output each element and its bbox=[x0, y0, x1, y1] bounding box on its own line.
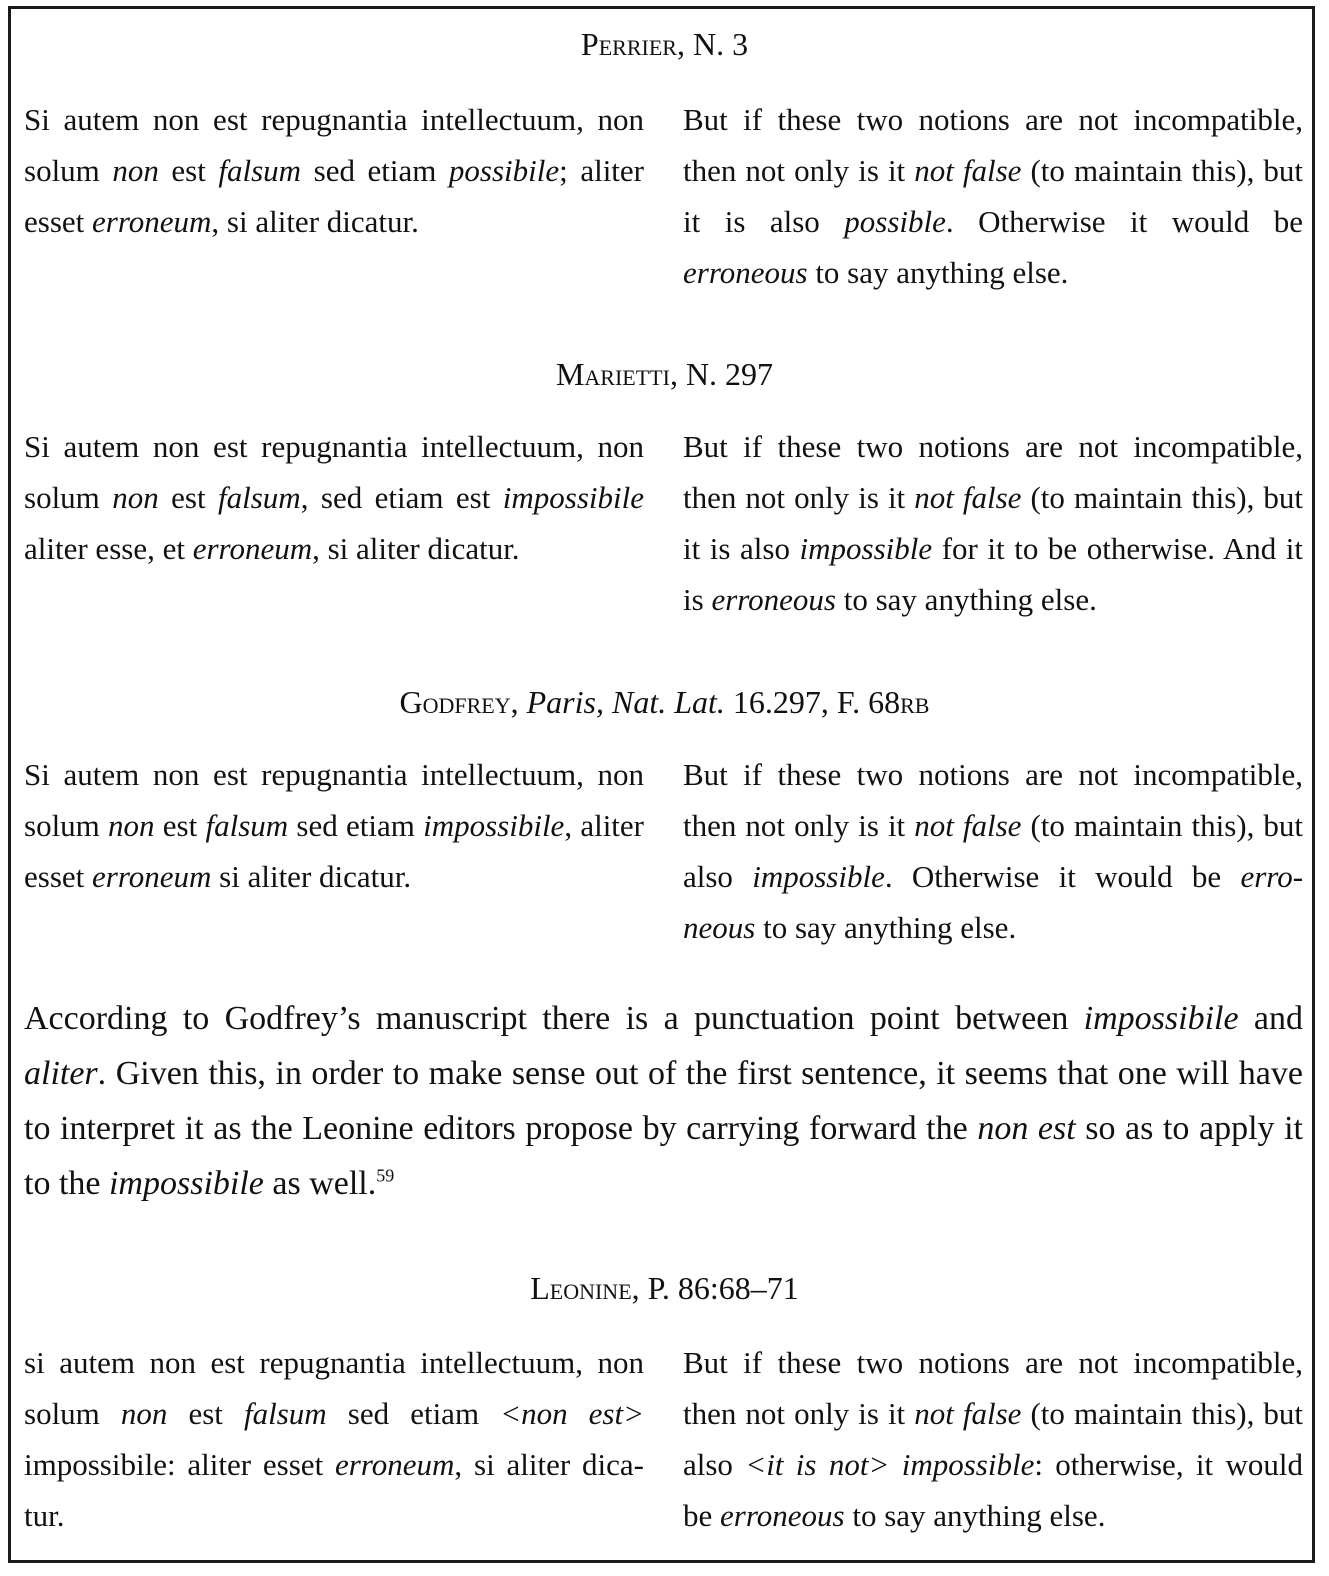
english-text-segment: to say anything else. bbox=[755, 910, 1017, 945]
english-text-segment: But if these two notions are not incompatible, then not only is it bbox=[683, 1345, 1303, 1431]
latin-italic-segment: non bbox=[120, 1396, 168, 1431]
english-text-segment: (to maintain this), but also bbox=[683, 808, 1303, 894]
latin-italic-segment: non bbox=[108, 808, 155, 843]
commentary-italic-segment: aliter bbox=[24, 1055, 98, 1092]
latin-text-segment: , sed etiam est bbox=[300, 480, 503, 515]
latin-text-segment: Si autem non est repugnantia intellectuum, non solum bbox=[24, 757, 644, 843]
commentary-text-segment: as well. bbox=[263, 1165, 377, 1202]
latin-text-segment: , si aliter dica-tur. bbox=[24, 1447, 644, 1533]
latin-text-segment: est bbox=[167, 1396, 245, 1431]
heading-folio-side: rb bbox=[900, 684, 930, 720]
heading-ref: , N. 297 bbox=[669, 356, 774, 392]
commentary-italic-segment: impossibile bbox=[108, 1165, 264, 1202]
latin-text-segment: Si autem non est repugnantia intellectuum, non solum bbox=[24, 429, 644, 515]
heading-manuscript: Paris, Nat. Lat. bbox=[526, 684, 725, 720]
latin-text-segment: aliter esse, et bbox=[24, 531, 193, 566]
english-italic-segment: erroneous bbox=[720, 1498, 845, 1533]
heading-name: Leonine bbox=[530, 1270, 632, 1306]
latin-text-segment: est bbox=[158, 480, 219, 515]
latin-text-marietti bbox=[24, 421, 644, 574]
latin-italic-segment: erroneum bbox=[335, 1447, 455, 1482]
heading-name: Marietti bbox=[555, 356, 670, 392]
latin-italic-segment: erroneum bbox=[92, 859, 212, 894]
section-heading-marietti bbox=[0, 354, 1329, 394]
latin-text-segment: , si aliter dicatur. bbox=[211, 204, 419, 239]
english-italic-segment: erroneous bbox=[711, 582, 836, 617]
latin-text-segment: si aliter dicatur. bbox=[211, 859, 412, 894]
latin-italic-segment: falsum bbox=[218, 480, 301, 515]
english-italic-segment: not false bbox=[914, 480, 1022, 515]
english-italic-segment: possible bbox=[844, 204, 946, 239]
latin-text-godfrey bbox=[24, 749, 644, 902]
english-italic-segment: not false bbox=[914, 808, 1022, 843]
latin-text-segment: impossibile: aliter esset bbox=[24, 1447, 336, 1482]
english-text-segment: (to maintain this), but it is also bbox=[683, 153, 1303, 239]
english-text-perrier bbox=[683, 94, 1303, 298]
latin-text-segment: Si autem non est repugnantia intellectuum, non solum bbox=[24, 102, 644, 188]
latin-italic-segment: impossibile bbox=[502, 480, 645, 515]
english-text-segment: . Otherwise it would be bbox=[945, 204, 1303, 239]
latin-italic-segment: falsum bbox=[244, 1396, 327, 1431]
commentary-italic-segment: non est bbox=[977, 1110, 1076, 1147]
latin-italic-segment: <non est> bbox=[500, 1396, 645, 1431]
heading-name: Perrier bbox=[580, 26, 677, 62]
latin-text-leonine bbox=[24, 1337, 644, 1541]
latin-text-segment: est bbox=[154, 808, 206, 843]
heading-ref: 16.297, F. 68 bbox=[724, 684, 901, 720]
english-text-marietti bbox=[683, 421, 1303, 625]
section-heading-godfrey bbox=[0, 682, 1329, 722]
latin-text-segment: , si aliter dicatur. bbox=[312, 531, 520, 566]
english-italic-segment: erroneous bbox=[683, 255, 808, 290]
section-heading-perrier bbox=[0, 24, 1329, 64]
latin-italic-segment: impossibile bbox=[423, 808, 565, 843]
commentary-text-segment: . Given this, in order to make sense out of the first sentence, it seems that one will have to interpret it as the Leonine editors propose by carrying forward the bbox=[24, 1055, 1303, 1147]
latin-text-segment: sed etiam bbox=[301, 153, 449, 188]
english-text-segment: But if these two notions are not incompatible, then not only is it bbox=[683, 757, 1303, 843]
commentary-paragraph bbox=[24, 991, 1303, 1211]
latin-italic-segment: falsum bbox=[205, 808, 289, 843]
latin-italic-segment: erroneum bbox=[92, 204, 212, 239]
heading-separator: , bbox=[510, 684, 527, 720]
latin-italic-segment: possibile bbox=[448, 153, 560, 188]
latin-text-segment: sed etiam bbox=[288, 808, 424, 843]
commentary-text-segment: and bbox=[1238, 1000, 1303, 1037]
latin-text-segment: si autem non est repugnantia intellectuum, non solum bbox=[24, 1345, 644, 1431]
latin-italic-segment: non bbox=[112, 480, 159, 515]
latin-text-segment: , aliter esset bbox=[24, 808, 645, 894]
heading-name: Godfrey bbox=[399, 684, 511, 720]
footnote-marker: 59 bbox=[376, 1165, 395, 1186]
latin-text-segment: ; aliter esset bbox=[24, 153, 645, 239]
english-text-segment: to say anything else. bbox=[807, 255, 1069, 290]
english-text-segment: (to maintain this), but also bbox=[683, 1396, 1303, 1482]
english-italic-segment: <it is not> impossible bbox=[745, 1447, 1035, 1482]
latin-text-perrier bbox=[24, 94, 644, 247]
latin-text-segment: sed etiam bbox=[326, 1396, 501, 1431]
commentary-text-segment: so as to apply it to the bbox=[24, 1110, 1303, 1202]
english-text-leonine bbox=[683, 1337, 1303, 1541]
heading-ref: , P. 86:68–71 bbox=[631, 1270, 799, 1306]
english-text-segment: But if these two notions are not incompatible, then not only is it bbox=[683, 102, 1303, 188]
commentary-italic-segment: impossibile bbox=[1083, 1000, 1239, 1037]
latin-italic-segment: non bbox=[112, 153, 159, 188]
english-italic-segment: erro-neous bbox=[683, 859, 1304, 945]
english-text-godfrey bbox=[683, 749, 1303, 953]
latin-italic-segment: falsum bbox=[218, 153, 302, 188]
english-text-segment: (to maintain this), but it is also bbox=[683, 480, 1303, 566]
english-text-segment: : otherwise, it would be bbox=[683, 1447, 1303, 1533]
latin-text-segment: est bbox=[158, 153, 219, 188]
english-italic-segment: not false bbox=[914, 1396, 1022, 1431]
latin-italic-segment: erroneum bbox=[192, 531, 313, 566]
section-heading-leonine bbox=[0, 1268, 1329, 1308]
english-italic-segment: not false bbox=[914, 153, 1022, 188]
commentary-text-segment: According to Godfrey’s manuscript there is a punctuation point between bbox=[24, 1000, 1084, 1037]
english-italic-segment: impossible bbox=[799, 531, 933, 566]
heading-ref: , N. 3 bbox=[676, 26, 749, 62]
english-text-segment: to say anything else. bbox=[836, 582, 1097, 617]
english-text-segment: But if these two notions are not incompatible, then not only is it bbox=[683, 429, 1303, 515]
english-text-segment: for it to be otherwise. And it is bbox=[683, 531, 1303, 617]
english-text-segment: . Otherwise it would be bbox=[884, 859, 1241, 894]
english-italic-segment: impossible bbox=[752, 859, 885, 894]
english-text-segment: to say anything else. bbox=[844, 1498, 1106, 1533]
